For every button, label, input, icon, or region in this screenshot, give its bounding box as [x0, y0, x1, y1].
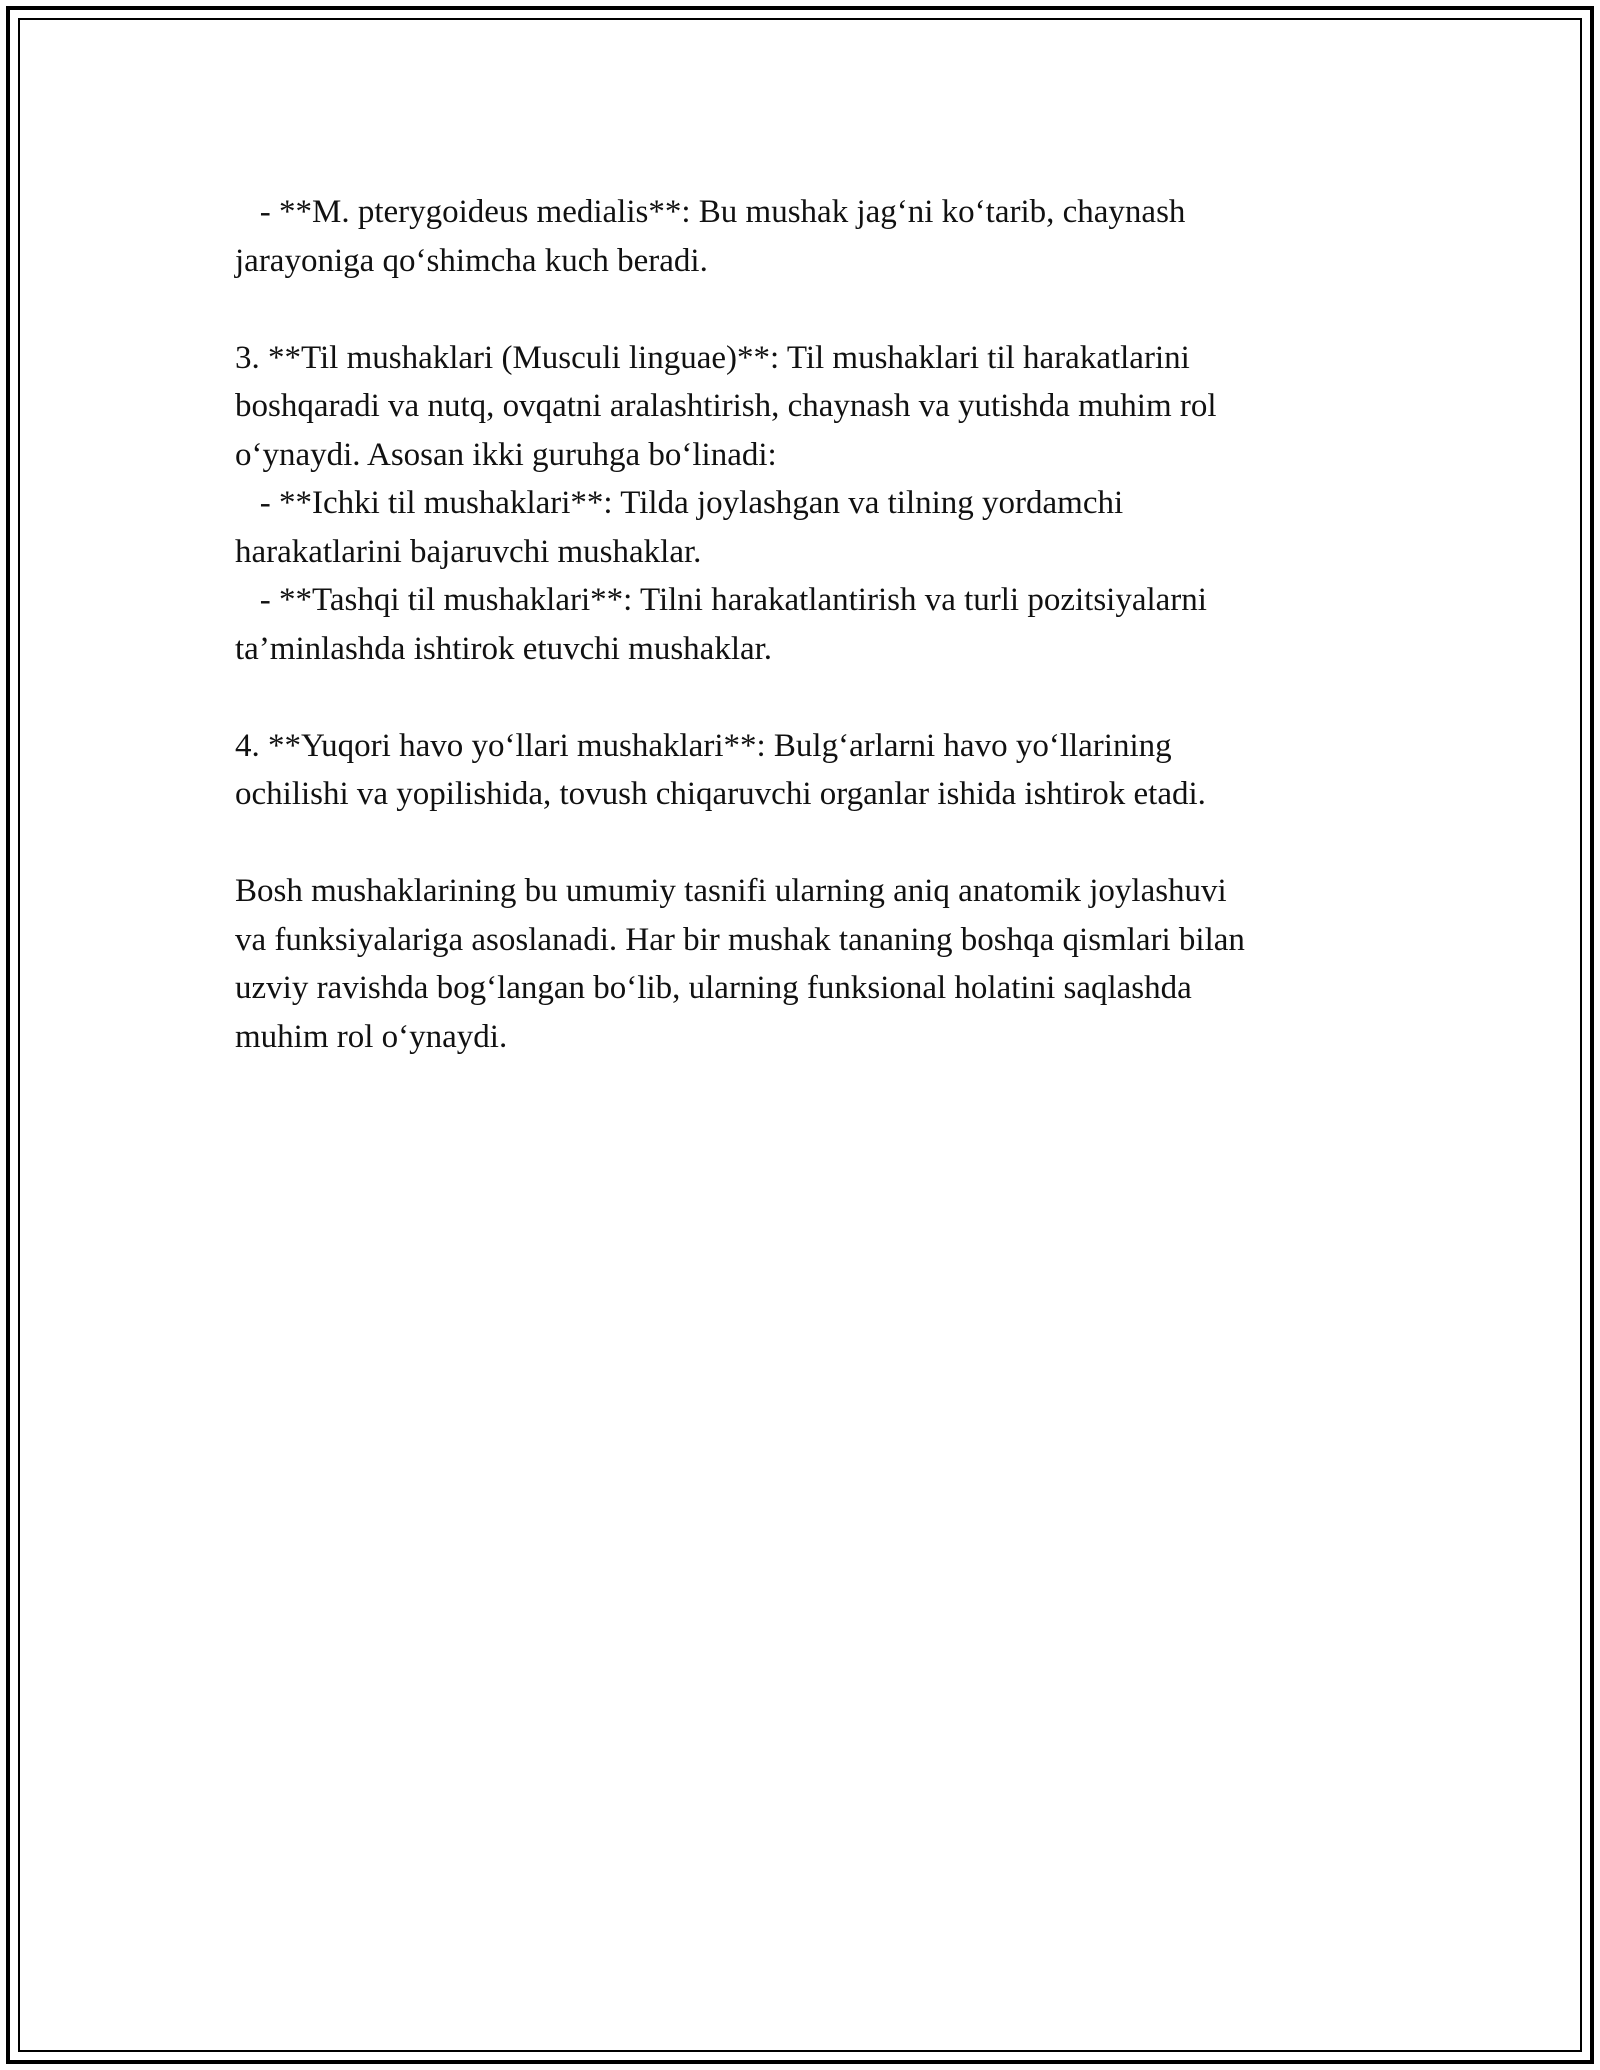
paragraph-gap	[235, 285, 1385, 334]
text-line: o‘ynaydi. Asosan ikki guruhga bo‘linadi:	[235, 436, 777, 473]
text-line: - **Tashqi til mushaklari**: Tilni harakatlantirish va turli pozitsiyalarni	[235, 582, 1207, 618]
text-line: ta’minlashda ishtirok etuvchi mushaklar.	[235, 630, 773, 667]
text-line: 3. **Til mushaklari (Musculi linguae)**: Til mushaklari til harakatlarini	[235, 339, 1190, 376]
text-line: boshqaradi va nutq, ovqatni aralashtirish, chaynash va yutishda muhim rol	[235, 388, 1217, 424]
paragraph-til-mushaklari	[235, 334, 1385, 674]
paragraph-pterygoideus	[235, 188, 1385, 285]
text-line: Bosh mushaklarining bu umumiy tasnifi ularning aniq anatomik joylashuvi	[235, 873, 1227, 909]
text-line: - **M. pterygoideus medialis**: Bu mushak jag‘ni ko‘tarib, chaynash	[235, 194, 1186, 230]
text-line: jarayoniga qo‘shimcha kuch beradi.	[235, 242, 708, 279]
text-line: ochilishi va yopilishida, tovush chiqaruvchi organlar ishida ishtirok etadi.	[235, 776, 1206, 812]
paragraph-xulosa	[235, 867, 1385, 1061]
paragraph-gap	[235, 819, 1385, 868]
text-line: uzviy ravishda bog‘langan bo‘lib, ularning funksional holatini saqlashda	[235, 970, 1192, 1006]
text-line: 4. **Yuqori havo yo‘llari mushaklari**: Bulg‘arlarni havo yo‘llarining	[235, 727, 1172, 764]
text-line: - **Ichki til mushaklari**: Tilda joylashgan va tilning yordamchi	[235, 485, 1124, 521]
text-line: harakatlarini bajaruvchi mushaklar.	[235, 533, 702, 570]
text-line: muhim rol o‘ynaydi.	[235, 1018, 508, 1055]
document-body	[235, 188, 1385, 1061]
text-line: va funksiyalariga asoslanadi. Har bir mushak tananing boshqa qismlari bilan	[235, 921, 1245, 958]
paragraph-havo-yollari	[235, 722, 1385, 819]
paragraph-gap	[235, 673, 1385, 722]
